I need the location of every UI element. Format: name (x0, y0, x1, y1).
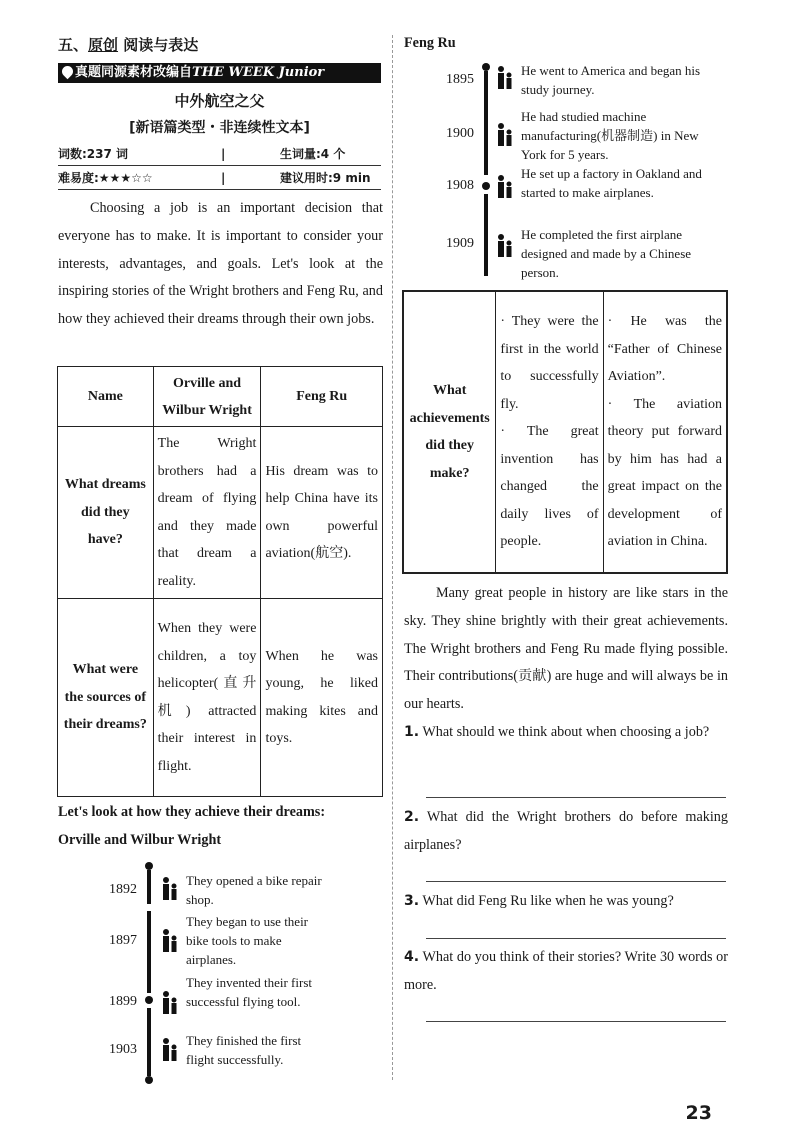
wright-event: They began to use their bike tools to make airplanes. (186, 914, 309, 967)
dreams-table (57, 366, 383, 797)
meta-row-1 (58, 144, 381, 166)
wright-year: 1903 (109, 1042, 137, 1057)
answer-line-3[interactable] (426, 938, 726, 939)
question-text: What did Feng Ru like when he was young? (422, 893, 674, 909)
header-wright: Orville and Wilbur Wright (153, 367, 261, 427)
timeline-bar (147, 911, 151, 993)
question-number: 4. (404, 949, 420, 965)
answer-line-4[interactable] (426, 1021, 726, 1022)
people-icon (496, 233, 514, 259)
section-number: 五、 (58, 36, 89, 54)
wright-year: 1899 (109, 994, 137, 1009)
column-divider (392, 35, 393, 1080)
timeline-dot (482, 182, 490, 190)
timeline-dot (145, 1076, 153, 1084)
people-icon (161, 990, 179, 1016)
feng-year: 1895 (446, 72, 474, 87)
feng-heading: Feng Ru (404, 35, 456, 51)
suggested-time: 建议用时:9 min (280, 171, 371, 185)
passage-genre: [新语篇类型・非连续性文本] (129, 120, 310, 136)
question-text: What should we think about when choosing a job? (422, 724, 710, 740)
wright-source: When they were children, a toy helicopter(直升机) attracted their interest in flight. (153, 599, 261, 797)
wright-event: They finished the first flight successfully. (186, 1033, 302, 1067)
question-number: 3. (404, 893, 420, 909)
feng-year: 1900 (446, 126, 474, 141)
timeline-dot (145, 996, 153, 1004)
people-icon (496, 65, 514, 91)
timeline-dot (482, 63, 490, 71)
new-word-count: 生词量:4 个 (280, 147, 346, 161)
feng-achievements (603, 291, 727, 573)
feng-achievement: · He was the “Father of Chinese Aviation”. (607, 314, 722, 385)
word-count: 词数:237 词 (58, 147, 129, 161)
people-icon (161, 876, 179, 902)
passage-title: 中外航空之父 (174, 92, 265, 110)
wright-achievement: · The great invention has changed the daily lives of people. (500, 424, 599, 550)
feng-year: 1909 (446, 236, 474, 251)
question-text: What did the Wright brothers do before making airplanes? (404, 809, 728, 853)
question-dreams: What dreams did they have? (58, 427, 154, 599)
question-achievements: What achievements did they make? (403, 291, 496, 573)
intro-paragraph: Choosing a job is an important decision that everyone has to make. It is important to consider your interests, advantages, and goals. Let's look at the inspiring stories of the Wright brothers and Feng Ru, and how they achieved their dreams through their own jobs. (58, 200, 383, 328)
timeline-dot (145, 862, 153, 870)
wright-achievement: · They were the first in the world to successfully fly. (500, 314, 599, 412)
difficulty: 难易度:★★★☆☆ (58, 171, 153, 185)
question-2 (404, 804, 728, 860)
wright-heading: Orville and Wilbur Wright (58, 832, 222, 848)
feng-event: He had studied machine manufacturing(机器制造) in New York for 5 years. (521, 109, 699, 162)
feng-event: He completed the first airplane designed and made by a Chinese person. (521, 227, 692, 280)
closing-paragraph: Many great people in history are like stars in the sky. They shine brightly with their great achievements. The Wright brothers and Feng Ru made flying possible. Their contributions(贡献) are huge and will always be in our hearts. (404, 585, 728, 713)
location-pin-icon (60, 64, 76, 80)
question-number: 1. (404, 724, 420, 740)
timeline-bar (484, 194, 488, 276)
feng-year: 1908 (446, 178, 474, 193)
page-number: 23 (685, 1102, 712, 1124)
wright-dream: The Wright brothers had a dream of flying and they made that dream a reality. (153, 427, 261, 599)
wright-event: They invented their first successful flying tool. (186, 975, 312, 1009)
question-4 (404, 944, 728, 1000)
feng-event: He went to America and began his study journey. (521, 63, 701, 97)
question-text: What do you think of their stories? Write 30 words or more. (404, 949, 729, 993)
timeline-bar (484, 71, 488, 175)
question-3 (404, 888, 728, 916)
meta-separator: | (221, 147, 226, 161)
wright-year: 1892 (109, 882, 137, 897)
people-icon (161, 928, 179, 954)
achieve-heading: Let's look at how they achieve their dreams: (58, 804, 326, 820)
header-name: Name (58, 367, 154, 427)
feng-event: He set up a factory in Oakland and started to make airplanes. (521, 166, 702, 200)
original-tag: 原创 (88, 36, 119, 54)
feng-achievement: · The aviation theory put forward by him has had a great impact on the development of aviation in China. (607, 396, 722, 550)
achievements-table (402, 290, 728, 574)
people-icon (161, 1037, 179, 1063)
source-banner (58, 63, 381, 83)
wright-event: They opened a bike repair shop. (186, 873, 322, 907)
section-name: 阅读与表达 (123, 36, 199, 54)
wright-year: 1897 (109, 933, 137, 948)
meta-separator: | (221, 171, 226, 185)
feng-dream: His dream was to help China have its own powerful aviation(航空). (261, 427, 383, 599)
question-number: 2. (404, 809, 420, 825)
wright-achievements (496, 291, 603, 573)
answer-line-1[interactable] (426, 797, 726, 798)
people-icon (496, 174, 514, 200)
timeline-bar (147, 870, 151, 904)
question-1 (404, 719, 728, 747)
header-feng: Feng Ru (261, 367, 383, 427)
timeline-bar (147, 1008, 151, 1076)
meta-row-2 (58, 168, 381, 190)
question-sources: What were the sources of their dreams? (58, 599, 154, 797)
banner-prefix: 真题同源素材改编自 (75, 65, 193, 80)
banner-source: THE WEEK Junior (192, 65, 325, 80)
section-title (58, 34, 198, 55)
feng-source: When he was young, he liked making kites and toys. (261, 599, 383, 797)
people-icon (496, 122, 514, 148)
answer-line-2[interactable] (426, 881, 726, 882)
